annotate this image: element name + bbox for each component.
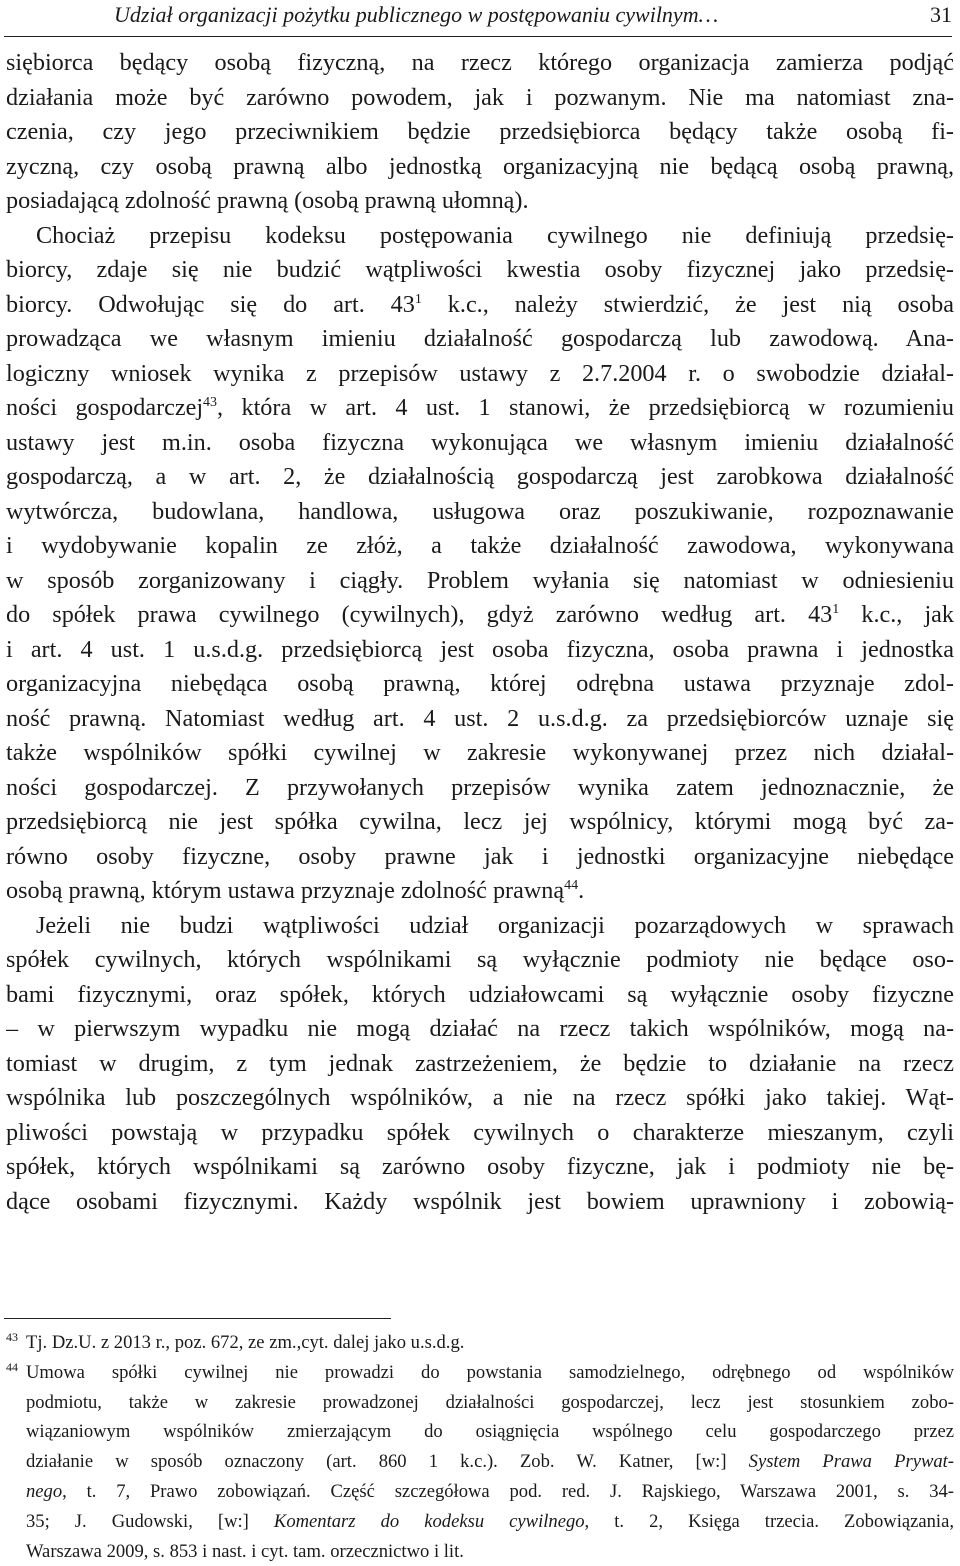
footnote-text: , t. 2, Księga trzecia. Zobowiązania, [584,1510,954,1532]
footnote-line: wiązaniowym wspólników zmierzającym do osiągnięcia wspólnego celu gospodarczego przez [26,1421,954,1443]
text-line: i wydobywanie kopalin ze złóż, a także działalność zawodowa, wykonywana [6,532,954,559]
superscript: 1 [414,291,422,307]
text-line: spółek cywilnych, których wspólnikami są wyłącznie podmioty nie będące oso- [6,946,954,973]
text-line: tomiast w drugim, z tym jednak zastrzeżeniem, że będzie to działanie na rzecz [6,1049,954,1077]
text-line: także wspólników spółki cywilnej w zakresie wykonywanej przez nich działal- [6,739,954,766]
text-span: , która w art. 4 ust. 1 stanowi, że przedsiębiorcą w rozumieniu [217,394,954,421]
text-line: zyczną, czy osobą prawną albo jednostką organizacyjną nie będącą osobą prawną, [6,152,954,180]
text-line [6,598,954,633]
text-line: wspólnika lub poszczególnych wspólników, a nie na rzecz spółki jako takiej. Wąt- [6,1084,954,1111]
running-title: Udział organizacji pożytku publicznego w postępowaniu cywilnym… [114,2,719,27]
text-span: biorcy. Odwołując się do art. 43 [6,290,415,318]
footnote-text: Tj. Dz.U. z 2013 r., poz. 672, ze zm.,cyt. dalej jako u.s.d.g. [26,1332,465,1353]
text-line: dące osobami fizycznymi. Każdy wspólnik jest bowiem uprawniony i zobowią- [6,1187,954,1215]
text-line [6,219,954,254]
footnote-text: działanie w sposób oznaczony (art. 860 1 k.c.). Zob. W. Katner, [w:] [26,1451,749,1473]
text-span: k.c., jak [839,601,954,628]
footnote-line [6,1477,954,1507]
text-line: równo osoby fizyczne, osoby prawne jak i jednostki organizacyjne niebędące [6,842,954,870]
text-span: Chociaż przepisu kodeksu postępowania cywilnego nie definiują przedsię- [36,221,954,249]
footnote-line [6,1447,954,1477]
footnote-number: 44 [6,1359,18,1374]
text-line: siębiorca będący osobą fizyczną, na rzecz którego organizacja zamierza podjąć [6,49,954,76]
footnote-text: 35; J. Gudowski, [w:] [26,1510,274,1532]
footnote-ref-43: 43 [203,394,218,410]
body-text [6,46,954,1219]
footnote-43 [6,1328,954,1358]
footnotes [6,1328,954,1566]
text-line: i art. 4 ust. 1 u.s.d.g. przedsiębiorcą jest osoba fizyczna, osoba prawna i jednostka [6,635,954,663]
text-line: w sposób zorganizowany i ciągły. Problem wyłania się natomiast w odniesieniu [6,566,954,594]
text-span: . [578,877,585,904]
text-span: ności gospodarczej [6,394,204,421]
text-line: biorcy, zdaje się nie budzić wątpliwości kwestia osoby fizycznej jako przedsię- [6,256,954,283]
text-line: bami fizycznymi, oraz spółek, których udziałowcami są wyłącznie osoby fizyczne [6,980,954,1008]
text-line: posiadającą zdolność prawną (osobą prawną ułomną). [6,187,529,214]
text-line: – w pierwszym wypadku nie mogą działać na rzecz takich wspólników, mogą na- [6,1015,954,1042]
text-line: działania może być zarówno powodem, jak i pozwanym. Nie ma natomiast zna- [6,83,954,111]
footnote-text: , t. 7, Prawo zobowiązań. Część szczegółowa pod. red. J. Rajskiego, Warszawa 2001, s. 34- [62,1480,954,1502]
text-line: spółek, których wspólnikami są zarówno osoby fizyczne, jak i podmioty nie bę- [6,1153,954,1180]
footnote-line: podmiotu, także w zakresie prowadzonej działalności gospodarczej, lecz jest stosunkiem zobo- [26,1391,954,1413]
text-span: Jeżeli nie budzi wątpliwości udział organizacji pozarządowych w sprawach [36,911,954,939]
text-span: k.c., należy stwierdzić, że jest nią osoba [421,290,954,318]
text-line: ności gospodarczej. Z przywołanych przepisów wynika zatem jednoznacznie, że [6,773,954,801]
text-line: ustawy jest m.in. osoba fizyczna wykonująca we własnym imieniu działalność [6,428,954,456]
footnote-title: nego [26,1480,63,1502]
text-line: prowadząca we własnym imieniu działalność gospodarczą lub zawodową. Ana- [6,325,954,352]
footnote-line [6,1507,954,1537]
text-line [6,874,954,909]
footnote-divider [4,1318,391,1319]
footnote-title: System Prawa Prywat- [748,1451,954,1473]
text-line: logiczny wniosek wynika z przepisów ustawy z 2.7.2004 r. o swobodzie działal- [6,359,954,387]
footnote-title: Komentarz do kodeksu cywilnego [273,1510,585,1532]
footnote-number: 43 [6,1329,18,1344]
text-line: wytwórcza, budowlana, handlowa, usługowa oraz poszukiwanie, rozpoznawanie [6,497,954,525]
footnote-ref-44: 44 [564,877,579,893]
footnote-text: Umowa spółki cywilnej nie prowadzi do powstania samodzielnego, odrębnego od wspólników [26,1361,954,1383]
text-line: pliwości powstają w przypadku spółek cywilnych o charakterze mieszanym, czyli [6,1118,954,1146]
text-span: do spółek prawa cywilnego (cywilnych), gdyż zarówno według art. 43 [6,601,833,628]
text-line: przedsiębiorcą nie jest spółka cywilna, lecz jej wspólnicy, którymi mogą być za- [6,808,954,835]
text-span: osobą prawną, którym ustawa przyznaje zdolność prawną [6,877,565,904]
page-number: 31 [930,2,952,27]
footnote-44 [6,1358,954,1388]
text-line: ność prawną. Natomiast według art. 4 ust. 2 u.s.d.g. za przedsiębiorców uznaje się [6,704,954,732]
text-line [6,288,954,323]
text-line [6,909,954,944]
text-line: gospodarczą, a w art. 2, że działalnością gospodarczą jest zarobkowa działalność [6,463,954,490]
footnote-line: Warszawa 2009, s. 853 i nast. i cyt. tam. orzecznictwo i lit. [26,1540,464,1562]
running-header [4,0,952,37]
superscript: 1 [832,601,840,617]
text-line [6,391,954,426]
text-line: czenia, czy jego przeciwnikiem będzie przedsiębiorca będący także osobą fi- [6,118,954,145]
text-line: organizacyjna niebędąca osobą prawną, której odrębna ustawa przyznaje zdol- [6,670,954,697]
